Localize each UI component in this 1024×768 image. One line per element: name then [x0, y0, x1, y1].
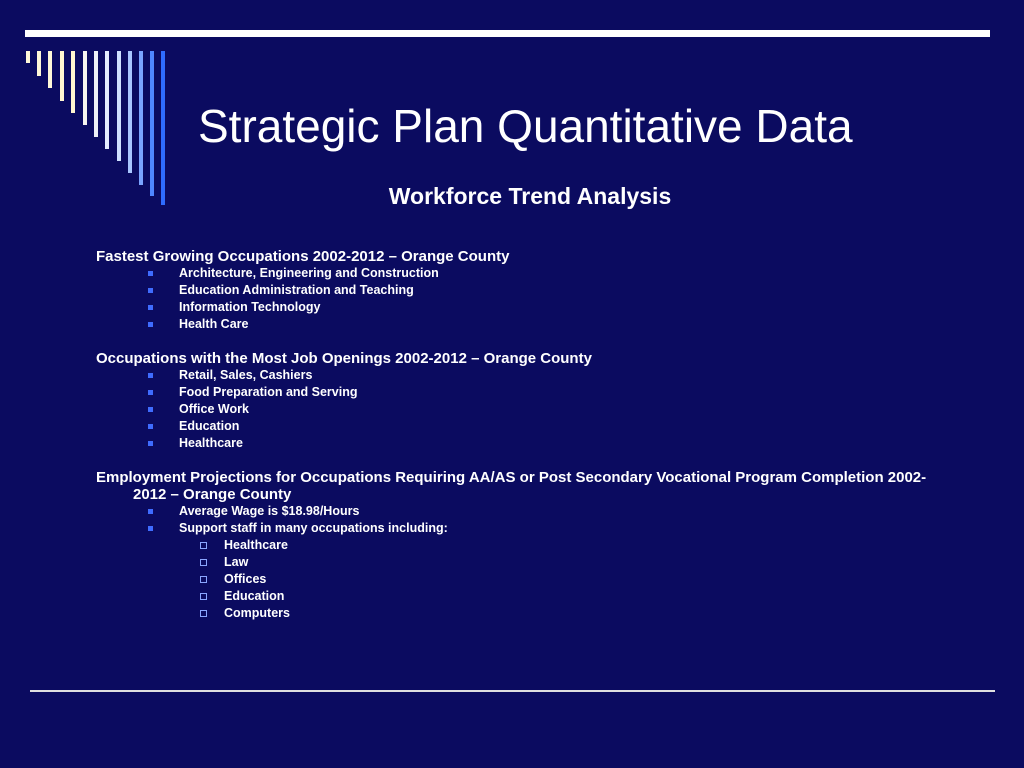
section-heading: Fastest Growing Occupations 2002-2012 – Orange County [96, 248, 510, 265]
slide-subtitle: Workforce Trend Analysis [388, 183, 672, 209]
section-heading: Occupations with the Most Job Openings 2002-2012 – Orange County [96, 350, 592, 367]
stripe [128, 51, 132, 173]
stripe [71, 51, 75, 113]
square-bullet-icon [148, 288, 153, 293]
sub-list-item [96, 537, 936, 554]
list-item-text: Office Work [179, 402, 249, 416]
list-item [96, 418, 936, 435]
square-bullet-icon [148, 271, 153, 276]
list-item-text: Education Administration and Teaching [179, 283, 414, 297]
list-item-text: Retail, Sales, Cashiers [179, 368, 313, 382]
hollow-square-bullet-icon [200, 559, 207, 566]
stripe [139, 51, 143, 185]
list-item-text: Healthcare [224, 538, 288, 552]
list-item-text: Food Preparation and Serving [179, 385, 358, 399]
list-item [96, 384, 936, 401]
top-rule [25, 30, 990, 37]
list-item-text: Law [224, 555, 249, 569]
list-item [96, 265, 936, 282]
stripe [150, 51, 154, 196]
list-item [96, 520, 936, 537]
list-item [96, 316, 936, 333]
square-bullet-icon [148, 305, 153, 310]
list-item-text: Education [179, 419, 240, 433]
slide-content [96, 248, 936, 639]
list-item-text: Support staff in many occupations including: [179, 521, 448, 535]
list-item-text: Computers [224, 606, 290, 620]
section-heading: Employment Projections for Occupations Requiring AA/AS or Post Secondary Vocational Program Completion 2002-2012 – Orange County [96, 469, 927, 503]
square-bullet-icon [148, 526, 153, 531]
stripe [37, 51, 41, 76]
list-item-text: Average Wage is $18.98/Hours [179, 504, 360, 518]
section-employment-projections [96, 469, 936, 622]
hollow-square-bullet-icon [200, 593, 207, 600]
stripe [48, 51, 52, 88]
list-item [96, 299, 936, 316]
stripe [117, 51, 121, 161]
sub-list-item [96, 554, 936, 571]
square-bullet-icon [148, 373, 153, 378]
stripe [94, 51, 98, 137]
square-bullet-icon [148, 390, 153, 395]
slide-title: Strategic Plan Quantitative Data [198, 100, 853, 152]
list-item-text: Information Technology [179, 300, 321, 314]
list-item [96, 435, 936, 452]
list-item-text: Offices [224, 572, 267, 586]
bullet-list [96, 265, 936, 333]
list-item [96, 401, 936, 418]
square-bullet-icon [148, 509, 153, 514]
list-item-text: Education [224, 589, 285, 603]
bottom-rule [30, 690, 995, 692]
section-fastest-growing [96, 248, 936, 333]
stripe [60, 51, 64, 101]
sub-list-item [96, 588, 936, 605]
sub-list-item [96, 605, 936, 622]
list-item-text: Health Care [179, 317, 249, 331]
section-most-openings [96, 350, 936, 452]
list-item-text: Healthcare [179, 436, 243, 450]
hollow-square-bullet-icon [200, 610, 207, 617]
bullet-list [96, 503, 936, 537]
hollow-square-bullet-icon [200, 576, 207, 583]
list-item [96, 367, 936, 384]
list-item-text: Architecture, Engineering and Construction [179, 266, 439, 280]
sub-list-item [96, 571, 936, 588]
hollow-square-bullet-icon [200, 542, 207, 549]
stripe [105, 51, 109, 149]
sub-bullet-list [96, 537, 936, 622]
square-bullet-icon [148, 441, 153, 446]
square-bullet-icon [148, 322, 153, 327]
bullet-list [96, 367, 936, 452]
square-bullet-icon [148, 407, 153, 412]
list-item [96, 503, 936, 520]
stripe [83, 51, 87, 125]
square-bullet-icon [148, 424, 153, 429]
stripe [26, 51, 30, 63]
list-item [96, 282, 936, 299]
